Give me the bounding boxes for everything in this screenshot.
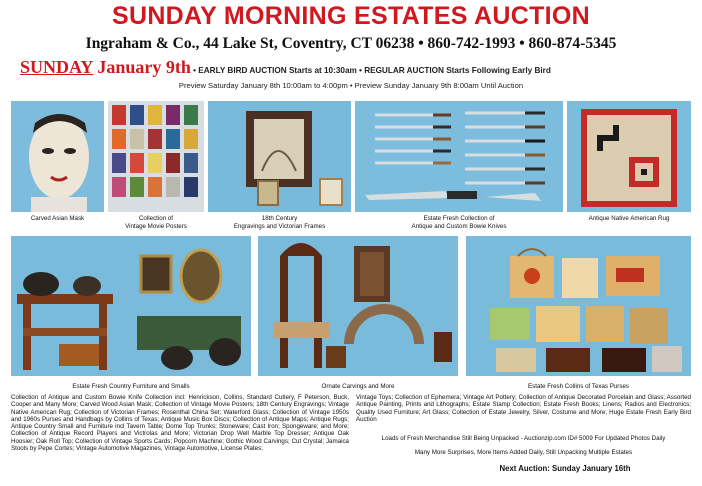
engravings-caption-line-1: 18th Century: [261, 215, 298, 222]
native-rug-caption: Antique Native American Rug: [588, 215, 670, 222]
bowie-knives-photo: [355, 101, 563, 212]
country-furniture-photo: [11, 236, 251, 376]
collins-purses-photo: [466, 236, 691, 376]
bowie-knives-caption: [355, 215, 563, 230]
native-rug-photo: [567, 101, 691, 212]
loads-note: Loads of Fresh Merchandise Still Being Unpacked - Auctionzip.com ID# 5009 For Updated Photos Daily: [381, 435, 666, 442]
auction-date: January 9th: [97, 57, 191, 77]
items-list-right: Vintage Toys; Collection of Ephemera; Vintage Art Pottery; Collection of Antique Decorated Porcelain and Glass; Assorted Antique Painting, Prints and Lithographs; Estate Stamp Collection; Estate Fresh Books; Linens; Radios and Electronics; Quality Used Furniture; Art Glass; Collection of Estate Jewelry, Silver, Costume and More; Huge Estate Fresh Early Bird Auction: [356, 394, 691, 423]
asian-mask-caption: Carved Asian Mask: [30, 215, 85, 222]
engravings-caption-line-2: Engravings and Victorian Frames: [233, 222, 326, 230]
collins-purses-caption: Estate Fresh Collins of Texas Purses: [528, 383, 629, 390]
auction-schedule: • EARLY BIRD AUCTION Starts at 10:30am • REGULAR AUCTION Starts Following Early Bird: [190, 66, 551, 75]
movie-posters-caption-line-1: Collection of: [138, 215, 174, 222]
auction-address: Ingraham & Co., 44 Lake St, Coventry, CT 06238 • 860-742-1993 • 860-874-5345: [85, 35, 617, 52]
items-list-left: Collection of Antique and Custom Bowie Knife Collection incl: Henrickson, Collins, Standard Cutlery, F Peterson, Buck, Cooper and Many More; Carved Wood Asian Mask; Collection of Vintage Movie Posters; 18th Century Engravings; Vintage Native American Rug; Collection of Victorian Frames; Rosenthal China Set; Waterford Glass; Collection of Vintage 1950s and 1960s Purses and Handbags by Collins of Texas; Antique Music Box Discs; Collection of Antique Maps; Antique Rugs; Antique Country Small and Furniture incl Tavern Table; Dome Top Trunks; Stoneware; Cast Iron; Spongeware; and More; Collection of Antique Record Players and Victrolas and More; Victorian Drop Well Marble Top Dresser; Antique Oak Hoosier; Oak Roll Top; Collection of Vintage Sports Cards; Popcorn Machine; Gothic Wood Carvings; Cut Crystal; Jamaica Stools by Pepe Cortes; Vintage Automotive Magazines, Vintage Automotive, License Plates;: [11, 394, 349, 453]
bowie-knives-caption-line-1: Estate Fresh Collection of: [423, 215, 495, 222]
asian-mask-photo: [11, 101, 104, 212]
engravings-photo: [208, 101, 351, 212]
next-auction: Next Auction: Sunday January 16th: [499, 464, 631, 473]
ornate-carvings-photo: [258, 236, 458, 376]
more-note: Many More Surprises, More Items Added Daily, Still Unpacking Multiple Estates: [414, 449, 633, 456]
bowie-knives-caption-line-2: Antique and Custom Bowie Knives: [411, 222, 507, 230]
movie-posters-caption-line-2: Vintage Movie Posters: [125, 222, 187, 230]
movie-posters-caption: [108, 215, 204, 230]
country-furniture-caption: Estate Fresh Country Furniture and Smalls: [72, 383, 190, 390]
auction-date-line: [20, 57, 700, 81]
movie-posters-photo: [108, 101, 204, 212]
auction-day: SUNDAY: [20, 57, 94, 77]
ornate-carvings-caption: Ornate Carvings and More: [321, 383, 395, 390]
preview-times: Preview Saturday January 8th 10:00am to 4:00pm • Preview Sunday January 9th 8:00am Until Auction: [178, 81, 524, 90]
engravings-caption: [208, 215, 351, 230]
auction-title: SUNDAY MORNING ESTATES AUCTION: [111, 2, 591, 30]
